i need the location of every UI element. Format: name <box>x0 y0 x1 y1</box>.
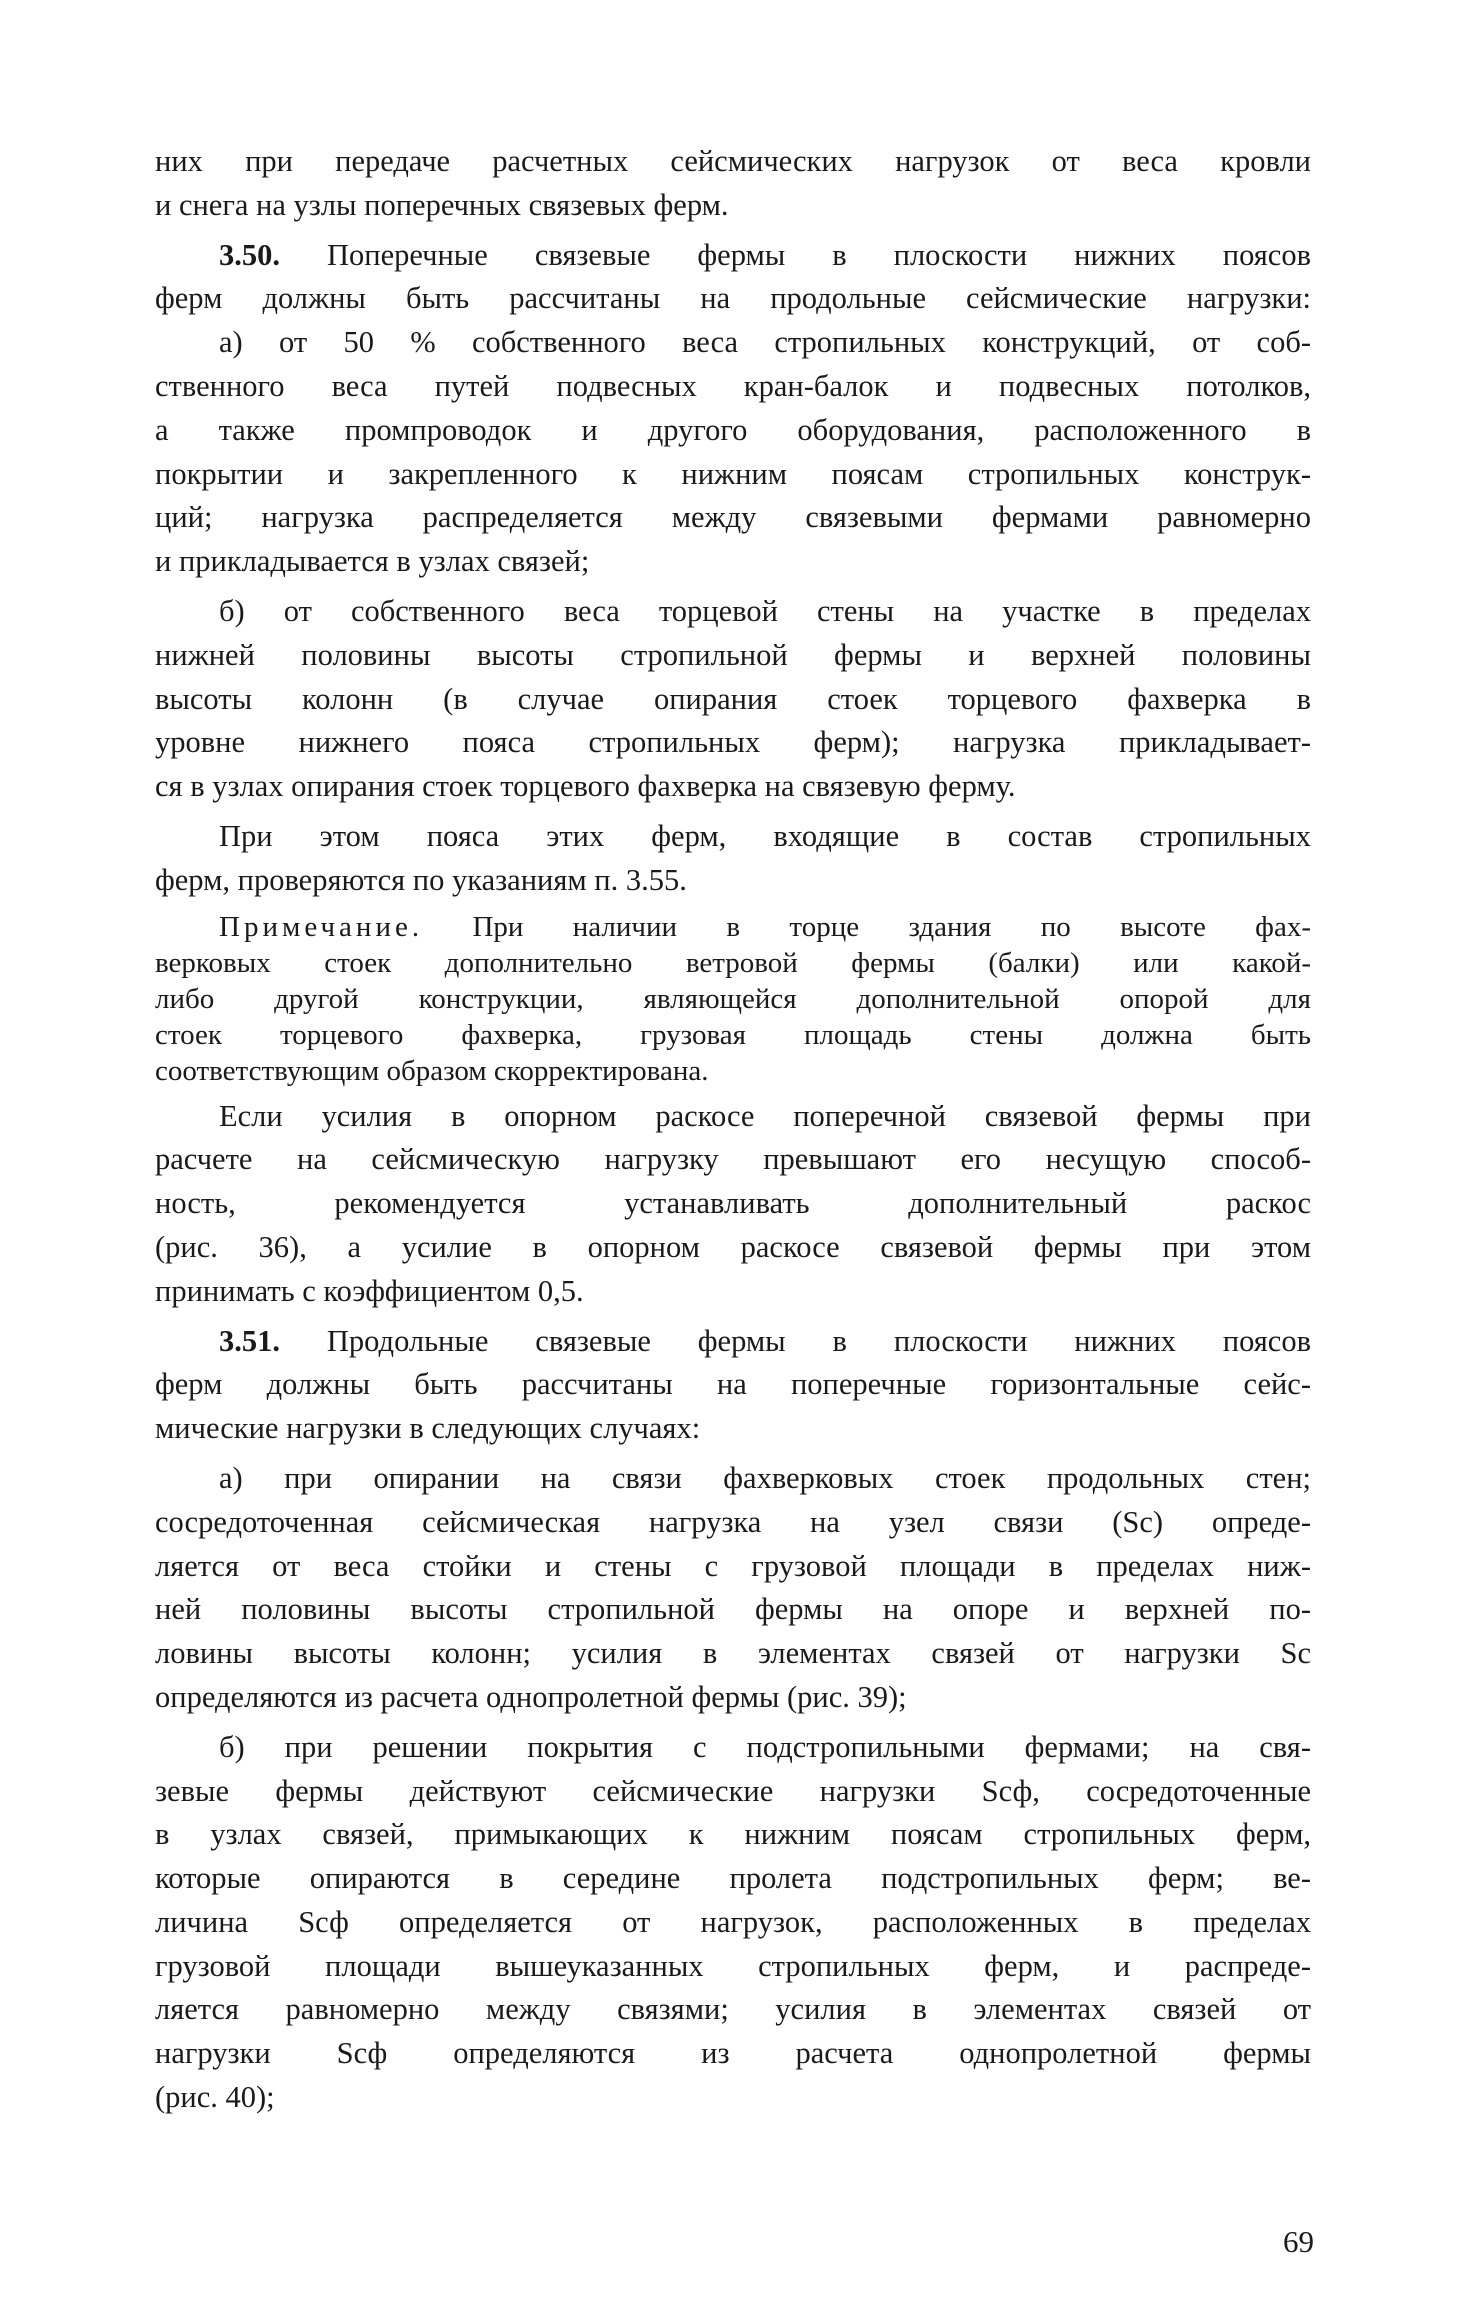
text-line: и снега на узлы поперечных связевых ферм. <box>155 187 729 222</box>
page-number: 69 <box>1283 2224 1314 2259</box>
note-line: либо другой конструкции, являющейся дополнительной опорой для <box>155 982 1311 1015</box>
text-line: покрытии и закрепленного к нижним поясам стропильных конструк- <box>155 456 1311 491</box>
text-line: (рис. 36), а усилие в опорном раскосе связевой фермы при этом <box>155 1229 1311 1264</box>
note-line: верковых стоек дополнительно ветровой фермы (балки) или какой- <box>155 946 1311 979</box>
text-line: (рис. 40); <box>155 2080 275 2115</box>
text-line: расчете на сейсмическую нагрузку превышают его несущую способ- <box>155 1142 1311 1177</box>
section-number: 3.51. <box>219 1323 280 1358</box>
text-line: принимать с коэффициентом 0,5. <box>155 1273 584 1308</box>
text-line: ловины высоты колонн; усилия в элементах связей от нагрузки Sc <box>155 1636 1311 1671</box>
text-line: в узлах связей, примыкающих к нижним поясам стропильных ферм, <box>155 1817 1311 1852</box>
text-line: б) при решении покрытия с подстропильными фермами; на свя- <box>219 1729 1311 1764</box>
text-line: уровне нижнего пояса стропильных ферм); нагрузка прикладывает- <box>155 725 1311 760</box>
note-line: соответствующим образом скорректирована. <box>155 1054 709 1087</box>
text-line: Если усилия в опорном раскосе поперечной связевой фермы при <box>219 1098 1311 1133</box>
note-line: стоек торцевого фахверка, грузовая площадь стены должна быть <box>155 1018 1311 1051</box>
text-line: ций; нагрузка распределяется между связевыми фермами равномерно <box>155 500 1311 535</box>
text-line: б) от собственного веса торцевой стены на участке в пределах <box>219 593 1311 628</box>
text-line: определяются из расчета однопролетной фермы (рис. 39); <box>155 1679 907 1714</box>
note-line: Примечание. При наличии в торце здания по высоте фах- <box>219 910 1311 943</box>
section-number: 3.50. <box>219 237 280 272</box>
text-line: зевые фермы действуют сейсмические нагрузки Sсф, сосредоточенные <box>155 1773 1311 1808</box>
text-line: сосредоточенная сейсмическая нагрузка на узел связи (Sc) опреде- <box>155 1504 1311 1539</box>
text-line: личина Sсф определяется от нагрузок, расположенных в пределах <box>155 1904 1311 1939</box>
text-line: ся в узлах опирания стоек торцевого фахверка на связевую ферму. <box>155 769 1016 804</box>
text-line: а) от 50 % собственного веса стропильных конструкций, от соб- <box>219 325 1311 360</box>
text-line: ферм, проверяются по указаниям п. 3.55. <box>155 862 687 897</box>
text-line: При этом пояса этих ферм, входящие в состав стропильных <box>219 818 1311 853</box>
note-block <box>155 909 1311 1089</box>
text-line: них при передаче расчетных сейсмических нагрузок от веса кровли <box>155 144 1311 178</box>
text-line: которые опираются в середине пролета подстропильных ферм; ве- <box>155 1861 1311 1896</box>
text-line: высоты колонн (в случае опирания стоек торцевого фахверка в <box>155 681 1311 716</box>
note-label: Примечание. <box>219 910 424 943</box>
text-line: грузовой площади вышеуказанных стропильных ферм, и распреде- <box>155 1948 1311 1983</box>
text-line: нижней половины высоты стропильной фермы и верхней половины <box>155 637 1311 672</box>
text-line: ность, рекомендуется устанавливать дополнительный раскос <box>155 1186 1311 1221</box>
text-line: мические нагрузки в следующих случаях: <box>155 1411 701 1446</box>
text-line: а) при опирании на связи фахверковых стоек продольных стен; <box>219 1460 1311 1495</box>
text-column <box>155 140 1311 2120</box>
text-line: нагрузки Sсф определяются из расчета однопролетной фермы <box>155 2036 1311 2071</box>
text-line: и прикладывается в узлах связей; <box>155 544 590 579</box>
text-line: ляется равномерно между связями; усилия в элементах связей от <box>155 1992 1311 2027</box>
text-line: а также промпроводок и другого оборудования, расположенного в <box>155 412 1311 447</box>
text-line: ней половины высоты стропильной фермы на опоре и верхней по- <box>155 1592 1311 1627</box>
text-line: ляется от веса стойки и стены с грузовой площади в пределах ниж- <box>155 1548 1311 1583</box>
section-3-51-line: 3.51. Продольные связевые фермы в плоскости нижних поясов <box>219 1323 1311 1358</box>
text-line: ственного веса путей подвесных кран-балок и подвесных потолков, <box>155 368 1311 403</box>
section-3-50-line: 3.50. Поперечные связевые фермы в плоскости нижних поясов <box>219 237 1311 272</box>
text-line: ферм должны быть рассчитаны на поперечные горизонтальные сейс- <box>155 1367 1311 1402</box>
text-line: ферм должны быть рассчитаны на продольные сейсмические нагрузки: <box>155 281 1311 316</box>
